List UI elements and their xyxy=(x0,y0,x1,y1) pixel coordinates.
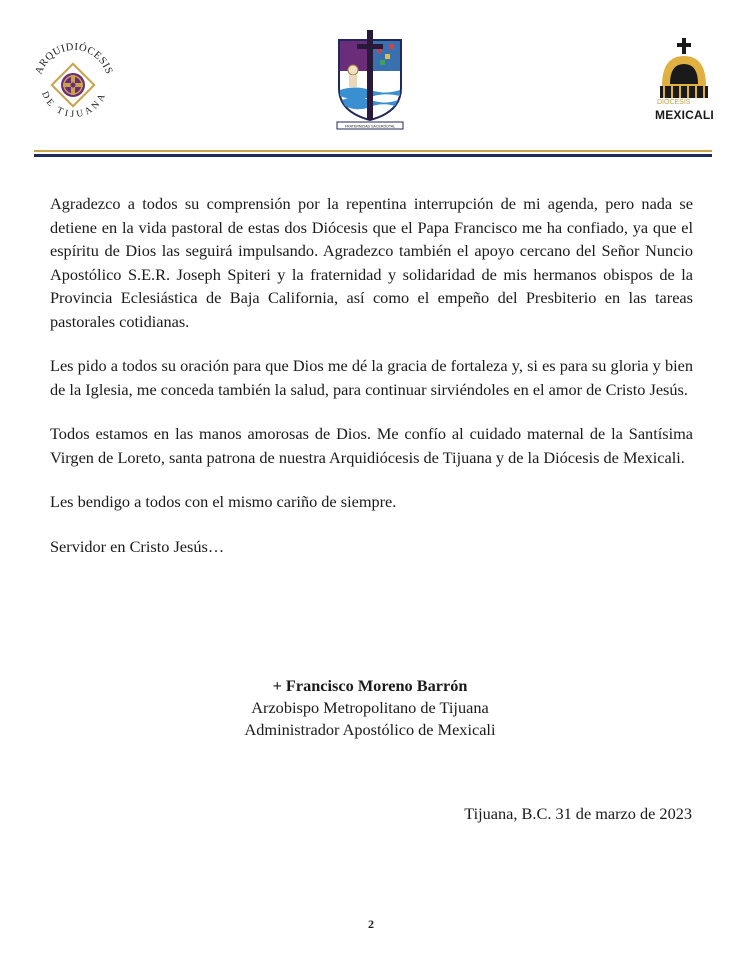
signatory-title-secondary: Administrador Apostólico de Mexicali xyxy=(244,720,496,739)
letter-date: Tijuana, B.C. 31 de marzo de 2023 xyxy=(464,804,692,823)
signatory-name: + Francisco Moreno Barrón xyxy=(272,676,468,695)
header-divider-navy xyxy=(34,154,712,157)
paragraph: Todos estamos en las manos amorosas de Dios. Me confío al cuidado maternal de la Santísima Virgen de Loreto, santa patrona de nuestra Arquidiócesis de Tijuana y de la Diócesis de Mexicali. xyxy=(50,424,693,467)
arquidiocesis-tijuana-logo xyxy=(28,36,120,128)
header-divider-gold xyxy=(34,150,712,152)
paragraph: Les pido a todos su oración para que Dios me dé la gracia de fortaleza y, si es para su gloria y bien de la Iglesia, me conceda también la salud, para continuar sirviéndoles en el amor de Cristo Jesús. xyxy=(50,356,693,399)
svg-text:ARQUIDIÓCESIS: ARQUIDIÓCESIS xyxy=(33,41,115,77)
page-number: 2 xyxy=(368,917,374,931)
signatory-title: Arzobispo Metropolitano de Tijuana xyxy=(251,698,489,717)
diocesis-label: DIÓCESIS xyxy=(657,99,691,106)
svg-text:FRATERNIDAD SACERDOTAL: FRATERNIDAD SACERDOTAL xyxy=(344,124,396,129)
letter-body xyxy=(50,192,693,579)
letterhead xyxy=(0,0,742,160)
episcopal-coat-of-arms-logo xyxy=(325,30,415,130)
svg-text:DE TIJUANA: DE TIJUANA xyxy=(39,90,109,121)
paragraph: Servidor en Cristo Jesús… xyxy=(50,536,225,556)
mexicali-label: MEXICALI xyxy=(655,108,714,122)
signature-block xyxy=(200,675,540,741)
paragraph: Agradezco a todos su comprensión por la repentina interrupción de mi agenda, pero nada se detiene en la vida pastoral de estas dos Diócesis que el Papa Francisco me ha confiado, ya que el espíritu de Dios las seguirá impulsando. Agradezco también el apoyo cercano del Señor Nuncio Apostólico S.E.R. Joseph Spiteri y la fraternidad y solidaridad de mis hermanos obispos de la Provincia Eclesiástica de Baja California, así como el empeño del Presbiterio en las tareas pastorales cotidianas. xyxy=(50,194,693,331)
paragraph: Les bendigo a todos con el mismo cariño de siempre. xyxy=(50,492,397,511)
